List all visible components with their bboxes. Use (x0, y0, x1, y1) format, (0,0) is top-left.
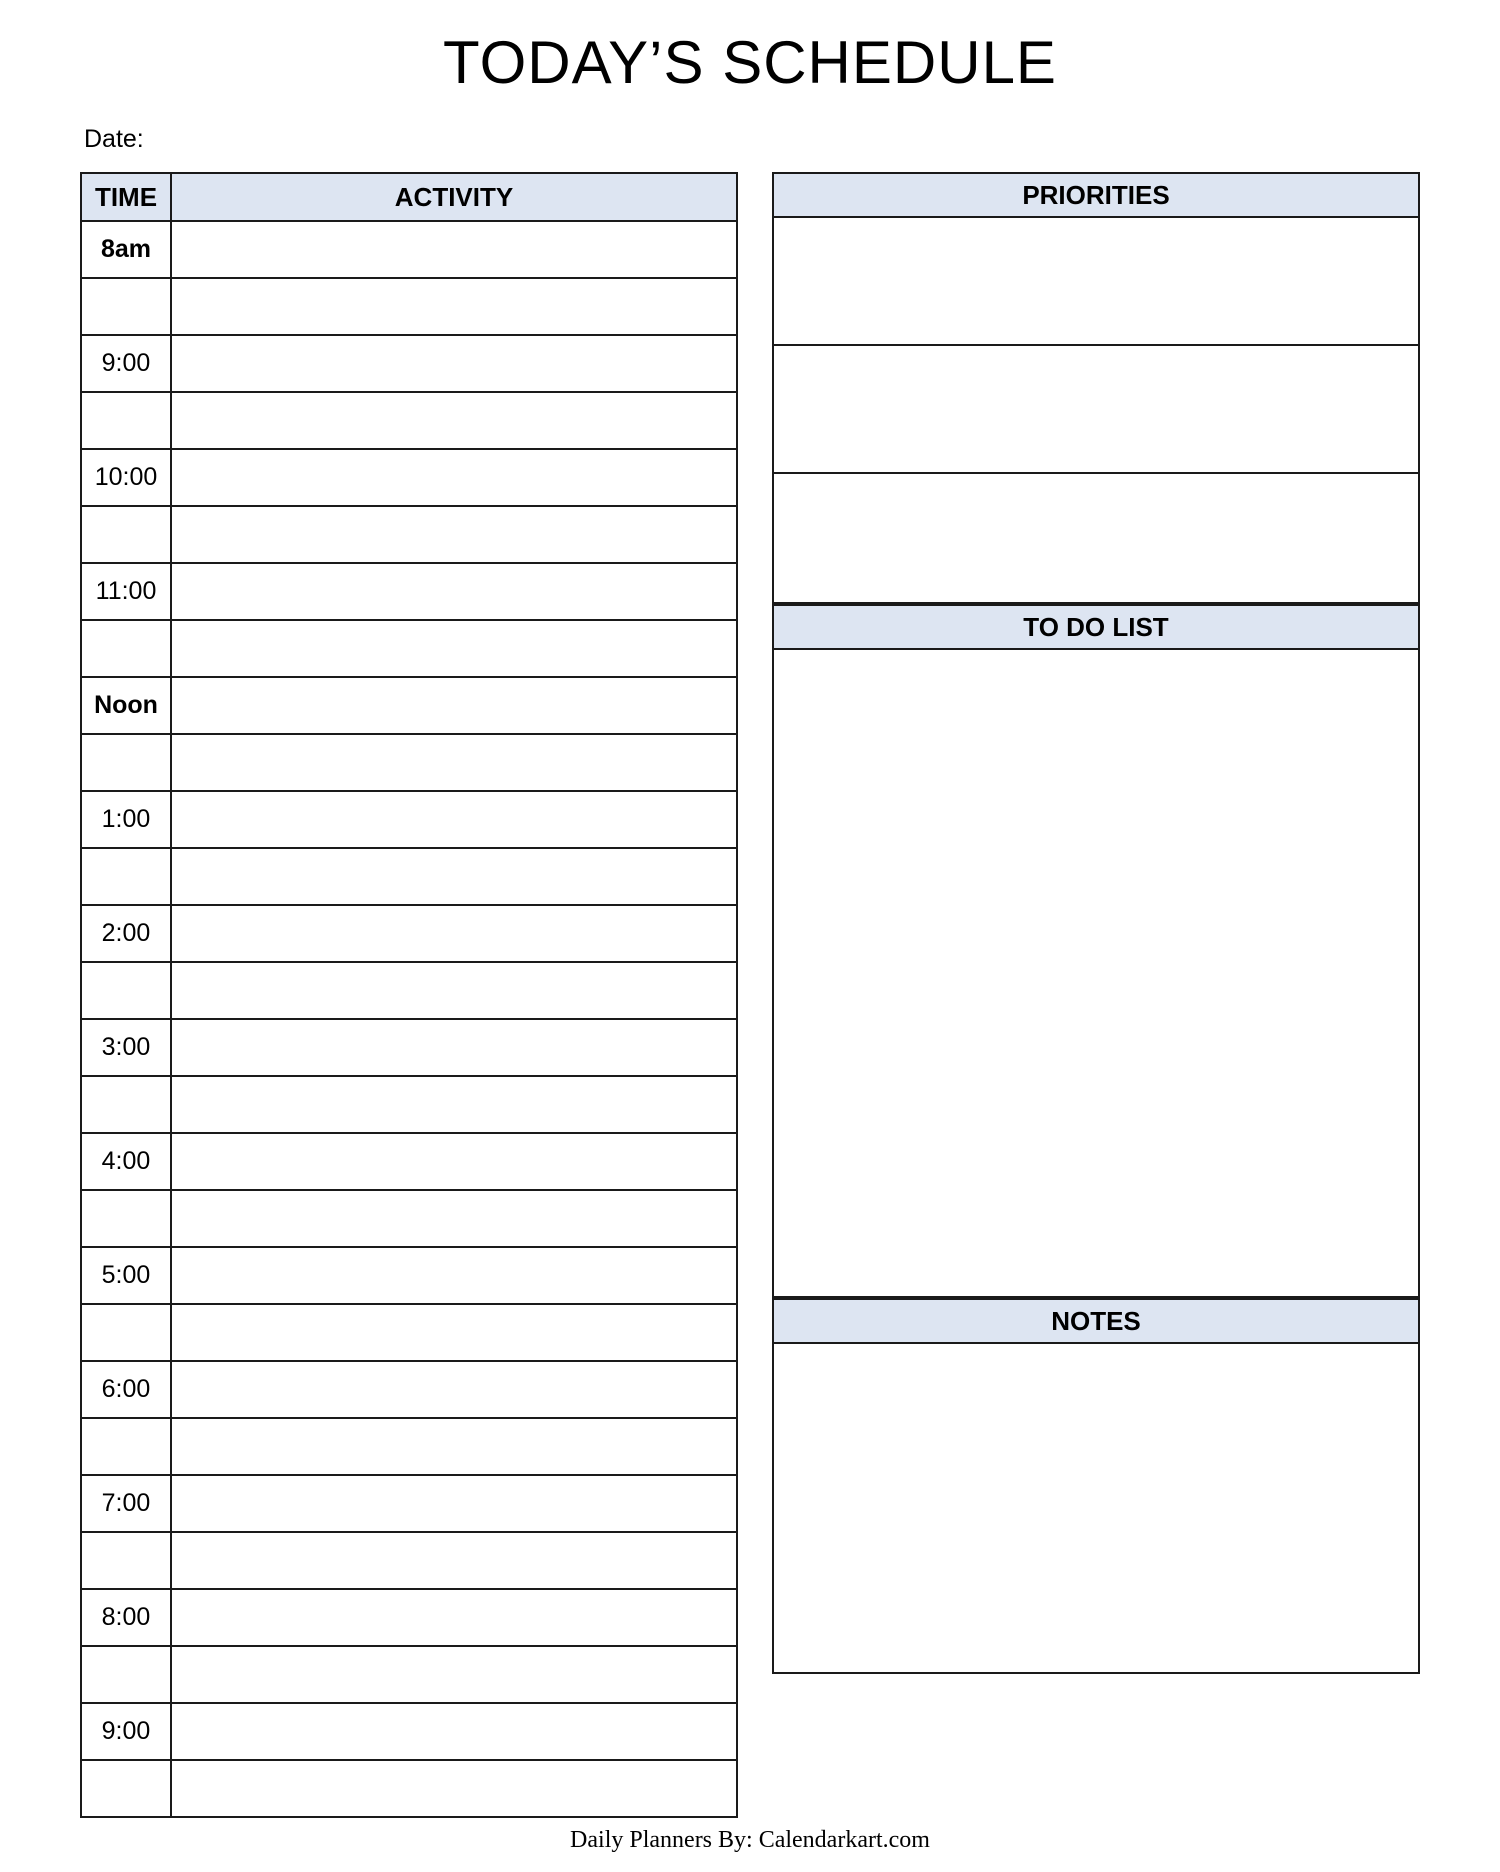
activity-input[interactable] (172, 222, 736, 277)
activity-cell[interactable] (171, 335, 737, 392)
activity-input[interactable] (172, 1533, 736, 1588)
priorities-header: PRIORITIES (772, 172, 1420, 218)
page-title: TODAY’S SCHEDULE (443, 29, 1057, 96)
activity-cell[interactable] (171, 506, 737, 563)
activity-input[interactable] (172, 1362, 736, 1417)
time-label (81, 620, 171, 677)
table-row (81, 1703, 737, 1760)
activity-cell[interactable] (171, 848, 737, 905)
activity-input[interactable] (172, 564, 736, 619)
activity-cell[interactable] (171, 677, 737, 734)
schedule-table (80, 172, 738, 1818)
activity-input[interactable] (172, 678, 736, 733)
activity-input[interactable] (172, 1134, 736, 1189)
schedule-header-activity: ACTIVITY (171, 173, 737, 221)
activity-cell[interactable] (171, 392, 737, 449)
activity-input[interactable] (172, 1191, 736, 1246)
activity-input[interactable] (172, 1419, 736, 1474)
activity-input[interactable] (172, 849, 736, 904)
activity-cell[interactable] (171, 791, 737, 848)
notes-input[interactable] (774, 1344, 1418, 1672)
activity-input[interactable] (172, 1248, 736, 1303)
activity-cell[interactable] (171, 1133, 737, 1190)
activity-cell[interactable] (171, 278, 737, 335)
activity-input[interactable] (172, 1761, 736, 1816)
time-label: 8:00 (81, 1589, 171, 1646)
time-label: 6:00 (81, 1361, 171, 1418)
activity-cell[interactable] (171, 449, 737, 506)
table-row (81, 962, 737, 1019)
activity-input[interactable] (172, 735, 736, 790)
priorities-body (772, 218, 1420, 604)
activity-input[interactable] (172, 1704, 736, 1759)
time-label: 3:00 (81, 1019, 171, 1076)
activity-input[interactable] (172, 1305, 736, 1360)
time-label (81, 1304, 171, 1361)
activity-input[interactable] (172, 1590, 736, 1645)
time-label: 8am (81, 221, 171, 278)
notes-header: NOTES (772, 1298, 1420, 1344)
time-label (81, 278, 171, 335)
priority-input-2[interactable] (774, 346, 1418, 472)
footer-credit: Daily Planners By: Calendarkart.com (570, 1827, 930, 1853)
todo-header: TO DO LIST (772, 604, 1420, 650)
time-label: 2:00 (81, 905, 171, 962)
time-label (81, 1418, 171, 1475)
activity-cell[interactable] (171, 1646, 737, 1703)
table-row (81, 1532, 737, 1589)
activity-cell[interactable] (171, 1361, 737, 1418)
right-column (772, 172, 1420, 1674)
time-label: 7:00 (81, 1475, 171, 1532)
activity-cell[interactable] (171, 1247, 737, 1304)
time-label: 5:00 (81, 1247, 171, 1304)
table-row (81, 335, 737, 392)
table-row (81, 563, 737, 620)
date-input[interactable] (150, 124, 454, 154)
table-row (81, 1646, 737, 1703)
priority-row[interactable] (774, 474, 1418, 602)
time-label (81, 506, 171, 563)
table-row (81, 449, 737, 506)
table-row (81, 1760, 737, 1817)
table-row (81, 1475, 737, 1532)
activity-input[interactable] (172, 792, 736, 847)
time-label (81, 1760, 171, 1817)
activity-input[interactable] (172, 279, 736, 334)
table-row (81, 278, 737, 335)
time-label (81, 962, 171, 1019)
table-row (81, 221, 737, 278)
table-row (81, 1361, 737, 1418)
activity-input[interactable] (172, 621, 736, 676)
table-row (81, 1076, 737, 1133)
table-row (81, 1418, 737, 1475)
todo-body[interactable] (772, 650, 1420, 1298)
date-row (84, 124, 1500, 154)
activity-cell[interactable] (171, 1703, 737, 1760)
priority-input-1[interactable] (774, 218, 1418, 344)
activity-input[interactable] (172, 1077, 736, 1132)
table-row (81, 506, 737, 563)
time-label: 9:00 (81, 335, 171, 392)
activity-cell[interactable] (171, 221, 737, 278)
activity-cell[interactable] (171, 1532, 737, 1589)
activity-cell[interactable] (171, 734, 737, 791)
time-label: 11:00 (81, 563, 171, 620)
activity-cell[interactable] (171, 1418, 737, 1475)
time-label (81, 392, 171, 449)
time-label (81, 734, 171, 791)
planner-columns (80, 172, 1420, 1818)
table-row (81, 734, 737, 791)
activity-cell[interactable] (171, 620, 737, 677)
table-row (81, 791, 737, 848)
activity-cell[interactable] (171, 1076, 737, 1133)
priority-row[interactable] (774, 346, 1418, 474)
table-row (81, 1589, 737, 1646)
table-row (81, 1190, 737, 1247)
activity-input[interactable] (172, 963, 736, 1018)
activity-cell[interactable] (171, 1475, 737, 1532)
activity-input[interactable] (172, 1647, 736, 1702)
date-label: Date: (84, 125, 144, 153)
table-row (81, 905, 737, 962)
table-row (81, 1133, 737, 1190)
activity-cell[interactable] (171, 905, 737, 962)
activity-cell[interactable] (171, 1019, 737, 1076)
table-row (81, 848, 737, 905)
time-label: Noon (81, 677, 171, 734)
table-row (81, 1019, 737, 1076)
activity-input[interactable] (172, 450, 736, 505)
time-label: 10:00 (81, 449, 171, 506)
table-row (81, 1247, 737, 1304)
time-label (81, 1646, 171, 1703)
activity-cell[interactable] (171, 1760, 737, 1817)
schedule-header-row (81, 173, 737, 221)
time-label: 9:00 (81, 1703, 171, 1760)
priority-row[interactable] (774, 218, 1418, 346)
table-row (81, 620, 737, 677)
activity-input[interactable] (172, 1476, 736, 1531)
activity-cell[interactable] (171, 1304, 737, 1361)
time-label: 4:00 (81, 1133, 171, 1190)
activity-input[interactable] (172, 1020, 736, 1075)
schedule-header-time: TIME (81, 173, 171, 221)
table-row (81, 1304, 737, 1361)
time-label (81, 1190, 171, 1247)
todo-input[interactable] (774, 650, 1418, 1296)
activity-cell[interactable] (171, 1190, 737, 1247)
table-row (81, 677, 737, 734)
activity-input[interactable] (172, 906, 736, 961)
activity-input[interactable] (172, 393, 736, 448)
priority-input-3[interactable] (774, 474, 1418, 602)
activity-cell[interactable] (171, 962, 737, 1019)
time-label (81, 848, 171, 905)
activity-input[interactable] (172, 336, 736, 391)
table-row (81, 392, 737, 449)
time-label: 1:00 (81, 791, 171, 848)
time-label (81, 1532, 171, 1589)
notes-body[interactable] (772, 1344, 1420, 1674)
activity-input[interactable] (172, 507, 736, 562)
activity-cell[interactable] (171, 1589, 737, 1646)
activity-cell[interactable] (171, 563, 737, 620)
time-label (81, 1076, 171, 1133)
